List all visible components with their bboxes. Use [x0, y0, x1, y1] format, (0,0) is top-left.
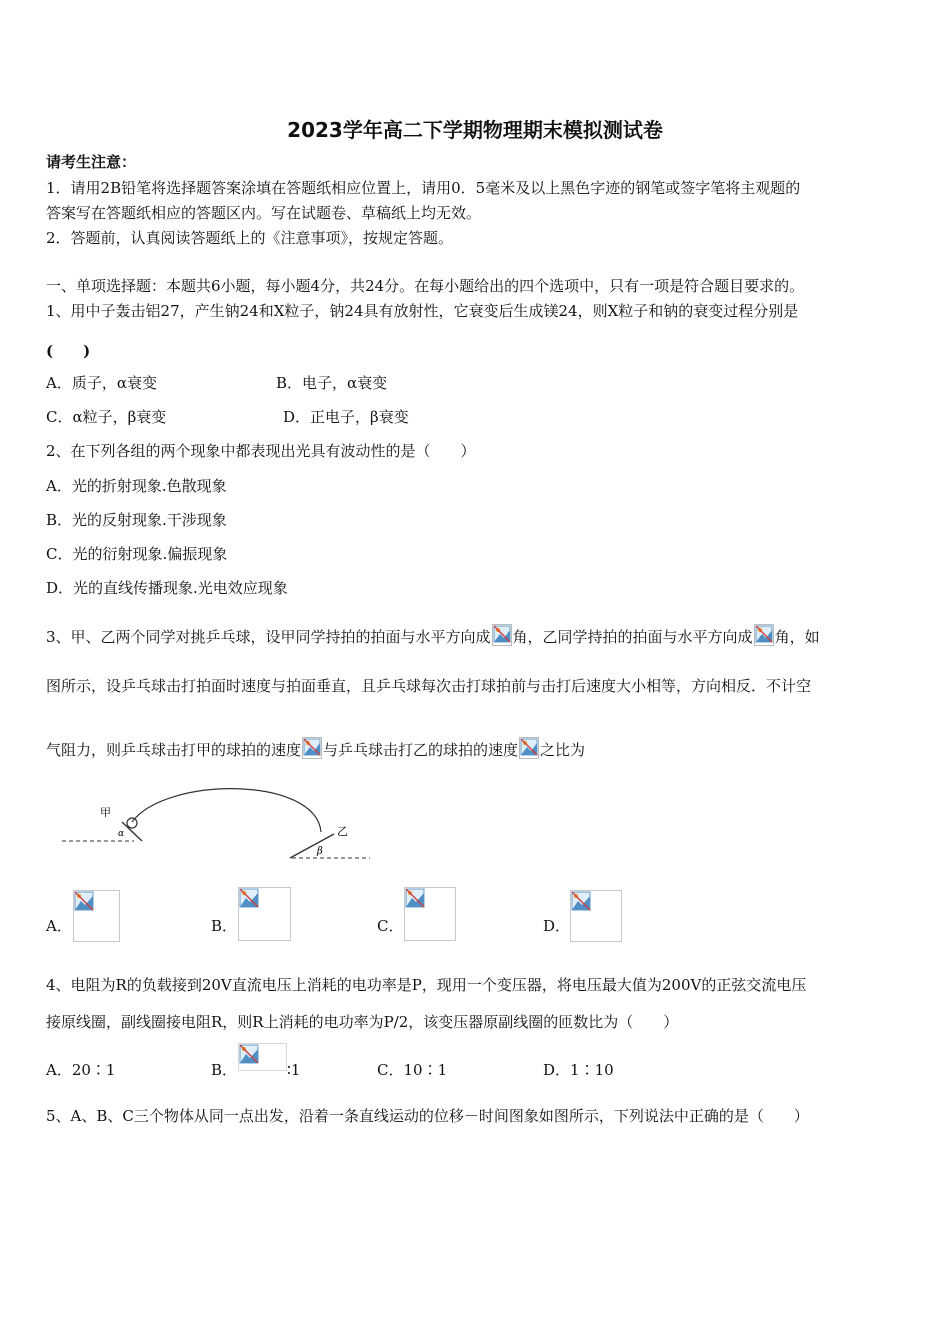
q3-line-1-text-b: 角，乙同学持拍的拍面与水平方向成 [512, 628, 753, 646]
q1-paren: ( ) [46, 342, 91, 360]
q3-option-c: C． [377, 917, 404, 935]
label-yi: 乙 [337, 825, 348, 838]
q3-option-a-image [73, 890, 120, 942]
q4-line-1: 4、电阻为R的负载接到20V直流电压上消耗的电功率是P，现用一个变压器，将电压最大值为200V的正弦交流电压 [46, 976, 807, 994]
q3-line-1-text-c: 角，如 [774, 628, 820, 646]
q2-option-a: A．光的折射现象.色散现象 [46, 477, 227, 495]
label-beta: β [317, 846, 323, 857]
notice-line-1: 1．请用2B铅笔将选择题答案涂填在答题纸相应位置上，请用0．5毫米及以上黑色字迹的钢笔或签字笔将主观题的 [46, 179, 801, 197]
q1-option-d: D．正电子，β衰变 [283, 408, 409, 426]
q3-option-c-image [404, 887, 456, 941]
q4-option-c: C．10∶1 [377, 1061, 448, 1079]
ball-trajectory [132, 789, 321, 832]
q3-option-b-image [238, 887, 291, 941]
section-heading: 一、单项选择题：本题共6小题，每小题4分，共24分。在每小题给出的四个选项中，只有一项是符合题目要求的。 [46, 277, 805, 295]
broken-image-icon [74, 891, 94, 911]
ball [127, 818, 137, 828]
table-tennis-figure [56, 784, 376, 864]
broken-image-icon [302, 737, 322, 759]
q4-line-2: 接原线圈，副线圈接电阻R，则R上消耗的电功率为P/2，该变压器原副线圈的匝数比为（ ） [46, 1013, 679, 1031]
broken-image-icon [754, 624, 774, 646]
q1-stem: 1、用中子轰击铝27，产生钠24和X粒子，钠24具有放射性，它衰变后生成镁24，则X粒子和钠的衰变过程分别是 [46, 302, 799, 320]
q2-option-b: B．光的反射现象.干涉现象 [46, 511, 227, 529]
q3-line-1-text-a: 3、甲、乙两个同学对挑乒乓球，设甲同学持拍的拍面与水平方向成 [46, 628, 491, 646]
q1-option-c: C．α粒子，β衰变 [46, 408, 167, 426]
broken-image-icon [492, 624, 512, 646]
broken-image-icon [239, 888, 259, 908]
broken-image-icon [571, 891, 591, 911]
notice-heading: 请考生注意： [46, 153, 137, 171]
q3-line-2: 图所示，设乒乓球击打拍面时速度与拍面垂直，且乒乓球每次击打球拍前与击打后速度大小相等，方向相反．不计空 [46, 677, 812, 695]
q3-option-d-image [570, 890, 622, 942]
q2-option-d: D．光的直线传播现象.光电效应现象 [46, 579, 288, 597]
q3-line-3 [46, 737, 585, 760]
q5-stem: 5、A、B、C三个物体从同一点出发，沿着一条直线运动的位移－时间图象如图所示，下列说法中正确的是（ ） [46, 1107, 809, 1125]
q2-option-c: C．光的衍射现象.偏振现象 [46, 545, 228, 563]
notice-line-2: 答案写在答题纸相应的答题区内。写在试题卷、草稿纸上均无效。 [46, 204, 482, 222]
q4-option-a: A．20∶1 [46, 1061, 116, 1079]
q4-option-b-image [238, 1043, 287, 1071]
broken-image-icon [519, 737, 539, 759]
yi-racket [290, 834, 334, 858]
q3-option-b: B． [211, 917, 238, 935]
q3-line-3-text-b: 与乒乓球击打乙的球拍的速度 [323, 741, 519, 759]
q3-line-1 [46, 624, 820, 647]
q4-option-d: D．1∶10 [543, 1061, 614, 1079]
q3-option-a: A． [46, 917, 72, 935]
q3-line-3-text-a: 气阻力，则乒乓球击打甲的球拍的速度 [46, 741, 302, 759]
q4-option-b: B． [211, 1061, 238, 1079]
label-jia: 甲 [100, 806, 111, 819]
q2-stem: 2、在下列各组的两个现象中都表现出光具有波动性的是（ ） [46, 442, 476, 460]
q4-option-b-ratio: ∶1 [287, 1061, 301, 1079]
broken-image-icon [239, 1044, 259, 1064]
notice-line-3: 2．答题前，认真阅读答题纸上的《注意事项》，按规定答题。 [46, 229, 454, 247]
q1-option-b: B．电子，α衰变 [276, 374, 388, 392]
broken-image-icon [405, 888, 425, 908]
page-title: 2023学年高二下学期物理期末模拟测试卷 [287, 118, 663, 142]
q1-option-a: A．质子，α衰变 [46, 374, 157, 392]
label-alpha: α [118, 829, 125, 839]
q3-option-d: D． [543, 917, 571, 935]
q3-line-3-text-c: 之比为 [540, 741, 586, 759]
